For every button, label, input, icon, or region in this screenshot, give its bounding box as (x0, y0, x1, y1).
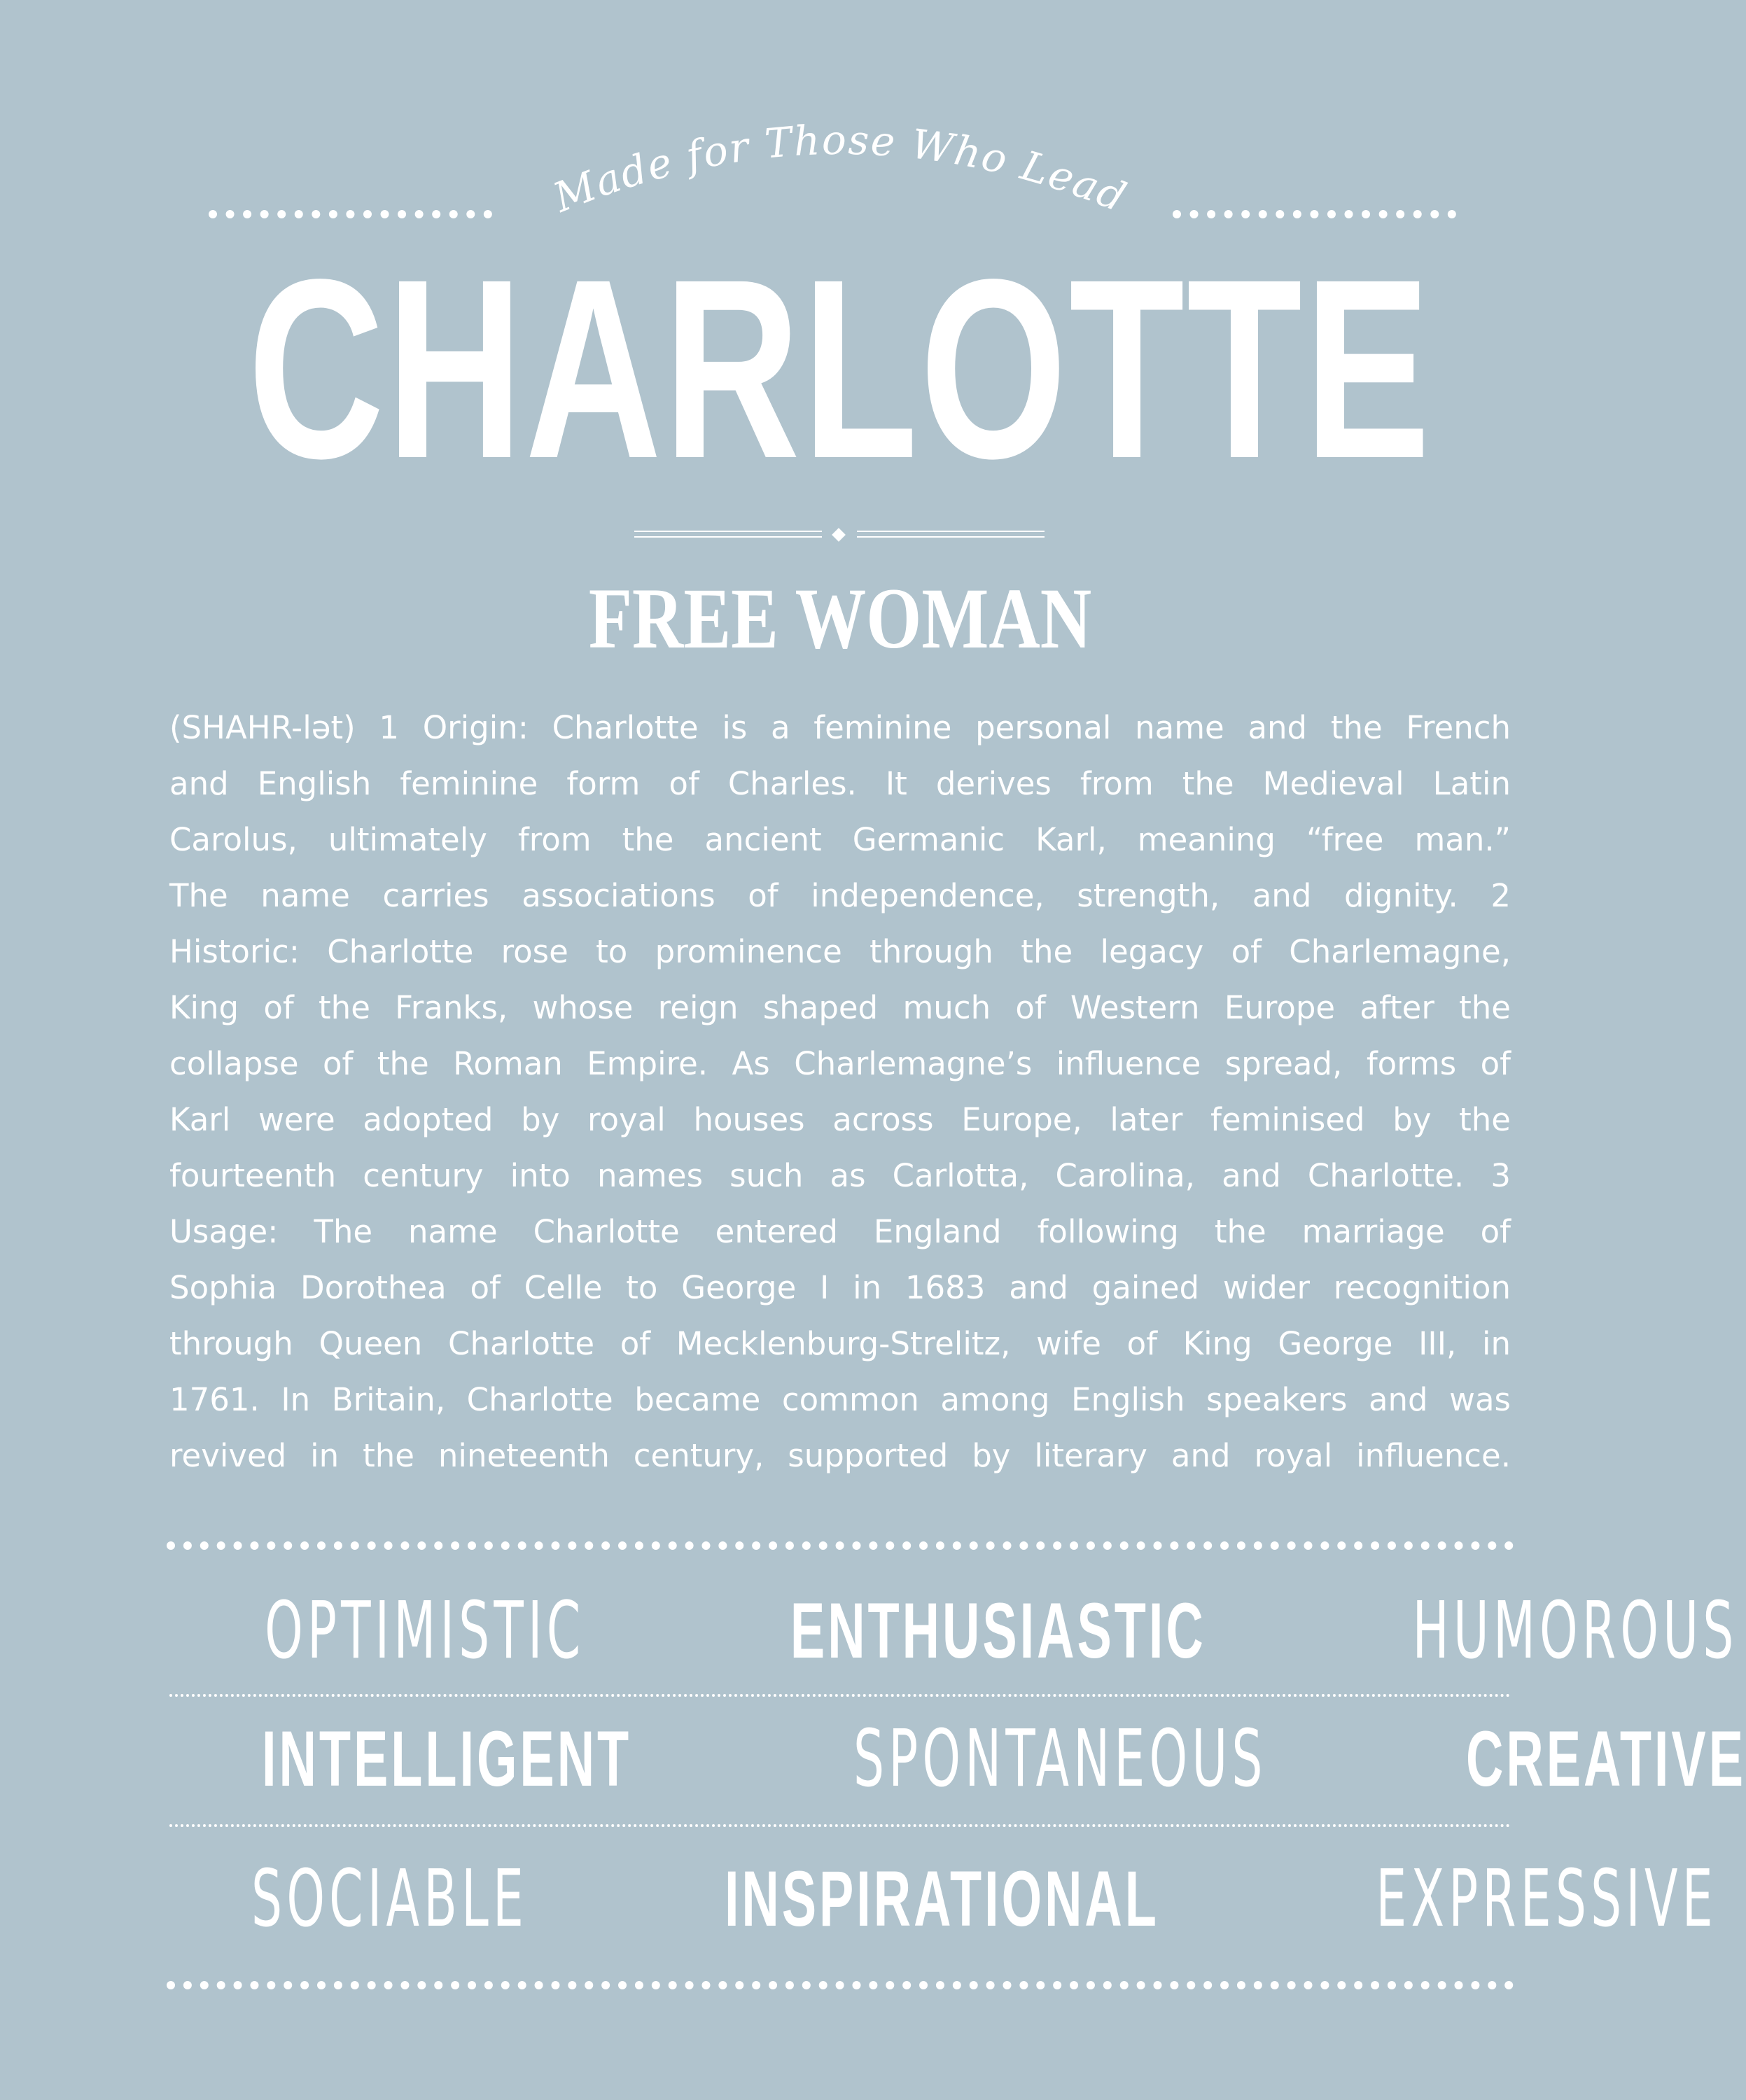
description-line: The name carries associations of independence, strength, and dignity. 2 (169, 877, 1511, 914)
description-line: Historic: Charlotte rose to prominence through the legacy of Charlemagne, (169, 933, 1511, 970)
svg-text:Made for Those Who Lead (546, 116, 1133, 222)
ornament-diamond (832, 528, 846, 542)
trait-row-separator (169, 1824, 1511, 1827)
trait-word: INSPIRATIONAL (725, 1855, 1159, 1942)
traits-bottom-dotted-rule (167, 1981, 1514, 1989)
name-meaning: FREE WOMAN (588, 570, 1092, 666)
trait-row-2 (167, 1714, 1746, 1805)
name-title: CHARLOTTE (247, 227, 1433, 512)
trait-word: CREATIVE (1465, 1715, 1746, 1802)
trait-row-separator (169, 1694, 1511, 1697)
tagline-text: Made for Those Who Lead (547, 115, 1134, 222)
trait-word: SPONTANEOUS (853, 1714, 1267, 1805)
description-line: 1761. In Britain, Charlotte became common among English speakers and was (169, 1381, 1511, 1418)
description-line: fourteenth century into names such as Carlotta, Carolina, and Charlotte. 3 (169, 1157, 1511, 1194)
description-line: King of the Franks, whose reign shaped much of Western Europe after the (169, 989, 1511, 1026)
description-line: and English feminine form of Charles. It derives from the Medieval Latin (169, 765, 1511, 802)
description-line: revived in the nineteenth century, supported by literary and royal influence. (169, 1437, 1511, 1474)
description-line: through Queen Charlotte of Mecklenburg-Strelitz, wife of King George III, in (169, 1325, 1511, 1362)
ornament-line-left (634, 531, 822, 538)
description-line: collapse of the Roman Empire. As Charlemagne’s influence spread, forms of (169, 1045, 1511, 1082)
trait-word: ENTHUSIASTIC (790, 1587, 1206, 1674)
trait-word: EXPRESSIVE (1376, 1854, 1717, 1945)
name-description (169, 700, 1511, 1484)
traits-top-dotted-rule (167, 1541, 1514, 1550)
tagline (490, 105, 1190, 245)
trait-row-3 (167, 1854, 1717, 1945)
ornament-line-right (857, 531, 1045, 538)
description-line: Sophia Dorothea of Celle to George I in 1683 and gained wider recognition (169, 1269, 1511, 1306)
trait-word: INTELLIGENT (262, 1715, 632, 1802)
description-line: Karl were adopted by royal houses across Europe, later feminised by the (169, 1101, 1511, 1138)
description-line: Carolus, ultimately from the ancient Germanic Karl, meaning “free man.” (169, 821, 1511, 858)
trait-row-1 (167, 1586, 1738, 1676)
description-line: (SHAHR-lət) 1 Origin: Charlotte is a feminine personal name and the French (169, 709, 1511, 746)
trait-word: HUMOROUS (1412, 1586, 1738, 1676)
top-left-dotted-rule (209, 210, 492, 218)
top-right-dotted-rule (1173, 210, 1456, 218)
trait-word: OPTIMISTIC (265, 1586, 585, 1676)
description-line: Usage: The name Charlotte entered England following the marriage of (169, 1213, 1511, 1250)
trait-word: SOCIABLE (251, 1854, 529, 1945)
